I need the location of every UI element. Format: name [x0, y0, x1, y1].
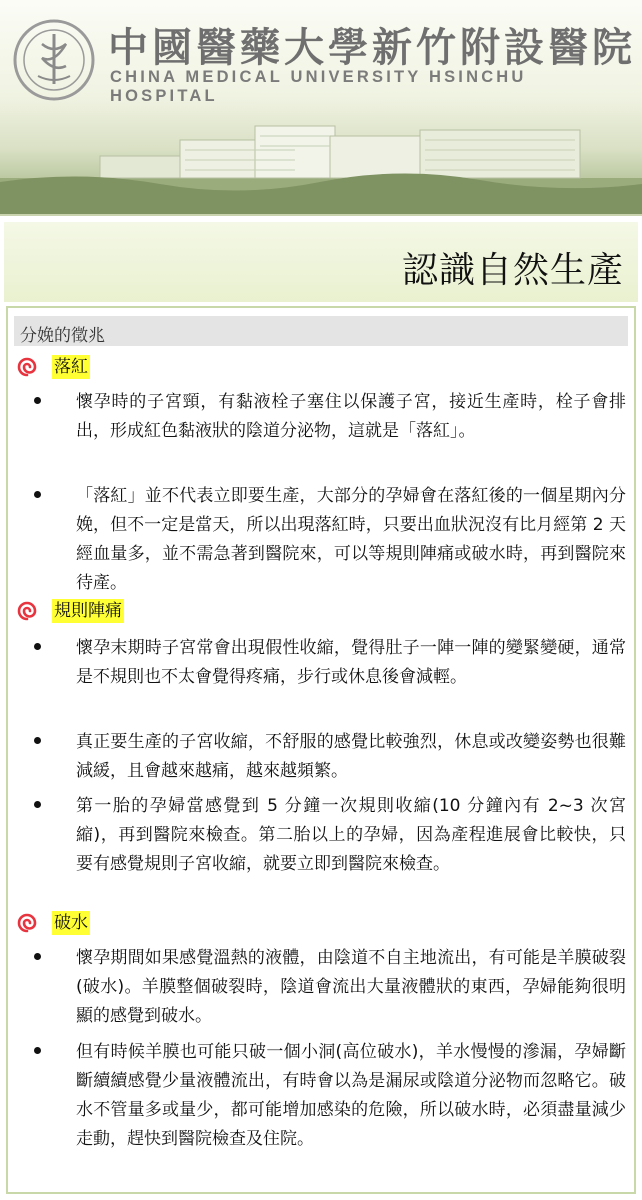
list-item — [28, 634, 626, 692]
bullet-icon — [34, 491, 41, 498]
bullet-icon — [34, 643, 41, 650]
hospital-logo-icon — [12, 18, 96, 102]
subtitle-water-breaking — [16, 910, 90, 936]
list-item — [28, 944, 626, 1031]
list-item-text: 但有時候羊膜也可能只破一個小洞(高位破水)，羊水慢慢的滲漏，孕婦斷斷續續感覺少量液體流出，有時會以為是漏尿或陰道分泌物而忽略它。破水不管量多或量少，都可能增加感染的危險，所以破水時，必須盡量減少走動，趕快到醫院檢查及住院。 — [76, 1042, 626, 1149]
list-item — [28, 388, 626, 446]
bullet-icon — [34, 1047, 41, 1054]
list-item-text: 真正要生產的子宮收縮，不舒服的感覺比較強烈，休息或改變姿勢也很難減緩，且會越來越痛，越來越頻繁。 — [76, 732, 626, 781]
list-item-text: 懷孕時的子宮頸，有黏液栓子塞住以保護子宮，接近生產時，栓子會排出，形成紅色黏液狀的陰道分泌物，這就是「落紅」。 — [76, 392, 626, 441]
subtitle-regular-contractions — [16, 598, 124, 624]
subtitle-label: 落紅 — [54, 357, 88, 377]
bullet-icon — [34, 397, 41, 404]
list-item — [28, 482, 626, 598]
subtitle-bloody-show — [16, 354, 90, 380]
red-swirl-icon — [16, 356, 38, 378]
red-swirl-icon — [16, 600, 38, 622]
list-item-text: 「落紅」並不代表立即要生產，大部分的孕婦會在落紅後的一個星期內分娩，但不一定是當天，所以出現落紅時，只要出血狀況沒有比月經第 2 天經血量多，並不需急著到醫院來，可以等規則陣痛或破水時，再到醫院來待產。 — [76, 486, 626, 593]
list-item — [28, 1038, 626, 1154]
bullet-icon — [34, 953, 41, 960]
red-swirl-icon — [16, 912, 38, 934]
list-item — [28, 792, 626, 879]
list-item-text: 第一胎的孕婦當感覺到 5 分鐘一次規則收縮(10 分鐘內有 2~3 次宮縮)，再到醫院來檢查。第二胎以上的孕婦，因為產程進展會比較快，只要有感覺規則子宮收縮，就要立即到醫院來檢查。 — [76, 796, 626, 874]
hospital-name-en: CHINA MEDICAL UNIVERSITY HSINCHU HOSPITAL — [110, 68, 527, 105]
subtitle-label: 破水 — [54, 913, 88, 933]
hospital-name-cn: 中國醫藥大學新竹附設醫院 — [108, 25, 636, 71]
subtitle-label: 規則陣痛 — [54, 601, 122, 621]
list-item-text: 懷孕末期時子宮常會出現假性收縮，覺得肚子一陣一陣的變緊變硬，通常是不規則也不太會覺得疼痛，步行或休息後會減輕。 — [76, 638, 626, 687]
list-item-text: 懷孕期間如果感覺溫熱的液體，由陰道不自主地流出，有可能是羊膜破裂(破水)。羊膜整個破裂時，陰道會流出大量液體狀的東西，孕婦能夠很明顯的感覺到破水。 — [76, 948, 626, 1026]
content-frame — [6, 306, 636, 1194]
list-item — [28, 728, 626, 786]
page-title: 認識自然生產 — [401, 250, 624, 291]
bullet-icon — [34, 801, 41, 808]
bullet-icon — [34, 737, 41, 744]
hospital-building-image — [0, 100, 642, 216]
section-heading: 分娩的徵兆 — [14, 316, 628, 346]
header-banner — [0, 0, 642, 216]
title-bar — [4, 222, 638, 302]
